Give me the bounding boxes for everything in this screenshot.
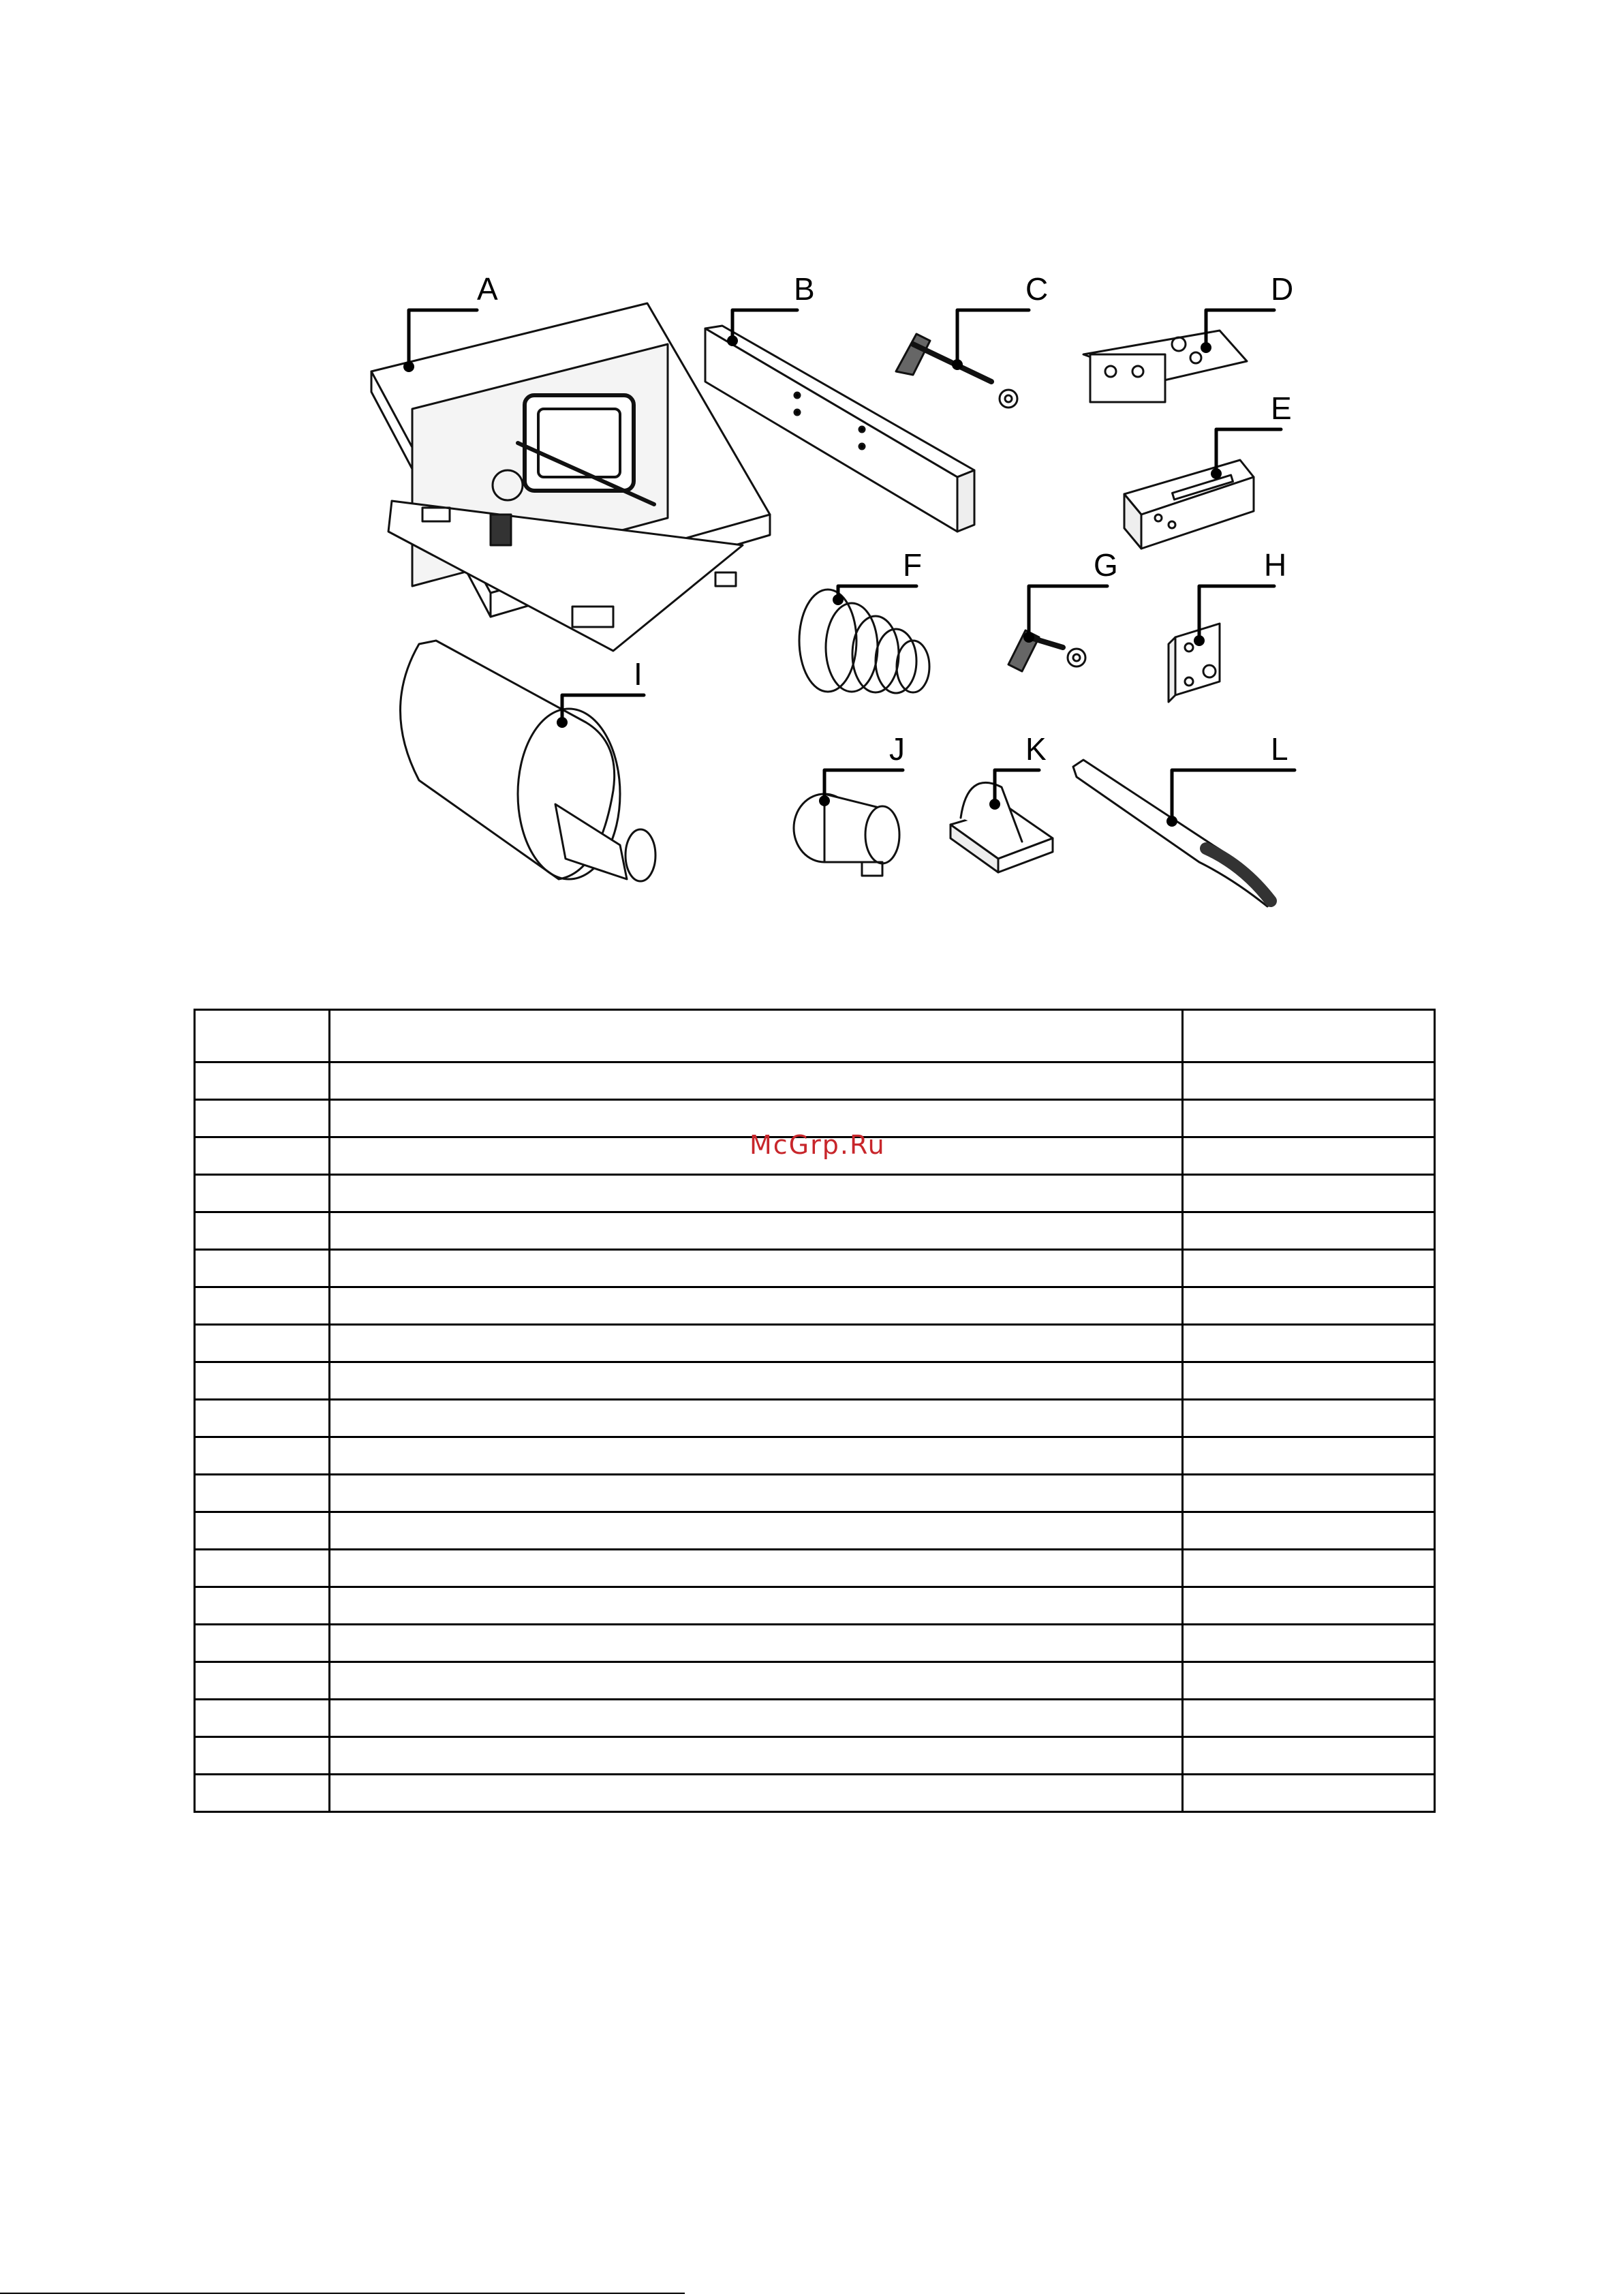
table-cell bbox=[1183, 1325, 1435, 1362]
callout-dot-g bbox=[1023, 632, 1034, 643]
callout-letter-l: L bbox=[1271, 731, 1288, 767]
callout-dot-c bbox=[952, 359, 963, 370]
callout-dot-h bbox=[1194, 635, 1205, 646]
table-cell bbox=[195, 1662, 330, 1700]
table-cell bbox=[330, 1437, 1183, 1475]
part-f-spring-drawing bbox=[799, 590, 929, 693]
table-row bbox=[195, 1550, 1435, 1587]
table-cell bbox=[330, 1587, 1183, 1625]
table-cell bbox=[1183, 1287, 1435, 1325]
table-cell bbox=[330, 1512, 1183, 1550]
table-cell bbox=[195, 1587, 330, 1625]
table-cell bbox=[195, 1550, 330, 1587]
callout-letter-c: C bbox=[1025, 271, 1049, 307]
table-cell bbox=[330, 1662, 1183, 1700]
table-cell bbox=[1183, 1475, 1435, 1512]
table-cell bbox=[1183, 1700, 1435, 1737]
callout-line-c bbox=[957, 310, 1029, 365]
parts-figure bbox=[0, 0, 1623, 954]
table-cell bbox=[330, 1550, 1183, 1587]
callout-line-g bbox=[1029, 586, 1107, 637]
table-cell bbox=[195, 1250, 330, 1287]
table-cell bbox=[330, 1775, 1183, 1812]
callout-letter-k: K bbox=[1025, 731, 1047, 767]
part-k-pushblock-drawing bbox=[950, 782, 1053, 872]
table-cell bbox=[1183, 1137, 1435, 1175]
callout-letter-h: H bbox=[1264, 547, 1287, 583]
table-cell bbox=[1183, 1010, 1435, 1062]
table-row bbox=[195, 1512, 1435, 1550]
part-j-adapter-drawing bbox=[794, 794, 899, 876]
table-cell bbox=[330, 1700, 1183, 1737]
table-cell bbox=[1183, 1362, 1435, 1400]
table-cell bbox=[195, 1437, 330, 1475]
table-cell bbox=[195, 1287, 330, 1325]
table-row bbox=[195, 1325, 1435, 1362]
table-cell bbox=[1183, 1512, 1435, 1550]
callout-line-l bbox=[1172, 770, 1295, 821]
table-cell bbox=[195, 1137, 330, 1175]
table-cell bbox=[1183, 1175, 1435, 1212]
table-cell bbox=[330, 1400, 1183, 1437]
table-cell bbox=[195, 1362, 330, 1400]
table-cell bbox=[195, 1062, 330, 1100]
table-cell bbox=[330, 1287, 1183, 1325]
callout-dot-e bbox=[1211, 468, 1222, 479]
bottom-rule bbox=[0, 2293, 685, 2294]
table-row bbox=[195, 1212, 1435, 1250]
table-row bbox=[195, 1250, 1435, 1287]
table-row bbox=[195, 1437, 1435, 1475]
table-row bbox=[195, 1287, 1435, 1325]
table-cell bbox=[330, 1250, 1183, 1287]
table-row bbox=[195, 1700, 1435, 1737]
table-row bbox=[195, 1737, 1435, 1775]
table-row bbox=[195, 1362, 1435, 1400]
table-cell bbox=[195, 1100, 330, 1137]
table-row bbox=[195, 1475, 1435, 1512]
table-cell bbox=[330, 1062, 1183, 1100]
callout-letter-i: I bbox=[634, 656, 643, 692]
table-cell bbox=[1183, 1062, 1435, 1100]
parts-table bbox=[194, 1009, 1436, 1813]
part-h-plate-drawing bbox=[1169, 624, 1220, 702]
part-g-handle-drawing bbox=[1008, 630, 1085, 671]
table-cell bbox=[330, 1362, 1183, 1400]
table-row bbox=[195, 1062, 1435, 1100]
callout-letter-a: A bbox=[477, 271, 498, 307]
table-cell bbox=[1183, 1437, 1435, 1475]
table-header-row bbox=[195, 1010, 1435, 1062]
callout-dot-a bbox=[403, 361, 414, 372]
callout-letter-j: J bbox=[889, 731, 905, 767]
table-cell bbox=[330, 1212, 1183, 1250]
callout-letter-f: F bbox=[903, 547, 923, 583]
table-row bbox=[195, 1400, 1435, 1437]
callout-dot-j bbox=[819, 795, 830, 806]
table-cell bbox=[1183, 1775, 1435, 1812]
table-cell bbox=[195, 1212, 330, 1250]
table-cell bbox=[195, 1175, 330, 1212]
table-cell bbox=[1183, 1212, 1435, 1250]
part-i-bag-drawing bbox=[401, 641, 656, 881]
table-cell bbox=[330, 1175, 1183, 1212]
watermark: McGrp.Ru bbox=[749, 1130, 886, 1160]
table-cell bbox=[195, 1737, 330, 1775]
table-cell bbox=[1183, 1100, 1435, 1137]
table-row bbox=[195, 1662, 1435, 1700]
table-cell bbox=[195, 1625, 330, 1662]
table-row bbox=[195, 1625, 1435, 1662]
table-cell bbox=[1183, 1737, 1435, 1775]
table-cell bbox=[1183, 1625, 1435, 1662]
table-row bbox=[195, 1175, 1435, 1212]
callout-letter-d: D bbox=[1271, 271, 1294, 307]
table-cell bbox=[330, 1625, 1183, 1662]
callout-dot-i bbox=[557, 717, 568, 728]
callout-dot-l bbox=[1166, 816, 1177, 827]
callout-letter-g: G bbox=[1094, 547, 1118, 583]
table-cell bbox=[1183, 1662, 1435, 1700]
callout-line-f bbox=[838, 586, 916, 600]
callout-letter-b: B bbox=[794, 271, 815, 307]
table-cell bbox=[330, 1010, 1183, 1062]
table-cell bbox=[330, 1475, 1183, 1512]
part-e-block-drawing bbox=[1124, 460, 1254, 549]
table-cell bbox=[330, 1737, 1183, 1775]
callout-dot-f bbox=[833, 594, 844, 605]
table-cell bbox=[195, 1475, 330, 1512]
table-row bbox=[195, 1587, 1435, 1625]
table-cell bbox=[195, 1775, 330, 1812]
table-cell bbox=[195, 1700, 330, 1737]
table-cell bbox=[195, 1325, 330, 1362]
table-cell bbox=[1183, 1250, 1435, 1287]
table-cell bbox=[1183, 1400, 1435, 1437]
table-cell bbox=[195, 1512, 330, 1550]
table-row bbox=[195, 1775, 1435, 1812]
part-d-bracket-drawing bbox=[1083, 331, 1247, 402]
callout-letter-e: E bbox=[1271, 391, 1292, 426]
callout-dot-b bbox=[727, 335, 738, 346]
table-cell bbox=[330, 1325, 1183, 1362]
callout-dot-d bbox=[1201, 342, 1211, 353]
table-cell bbox=[1183, 1587, 1435, 1625]
table-cell bbox=[195, 1010, 330, 1062]
table-cell bbox=[195, 1400, 330, 1437]
table-cell bbox=[1183, 1550, 1435, 1587]
callout-dot-k bbox=[989, 799, 1000, 810]
